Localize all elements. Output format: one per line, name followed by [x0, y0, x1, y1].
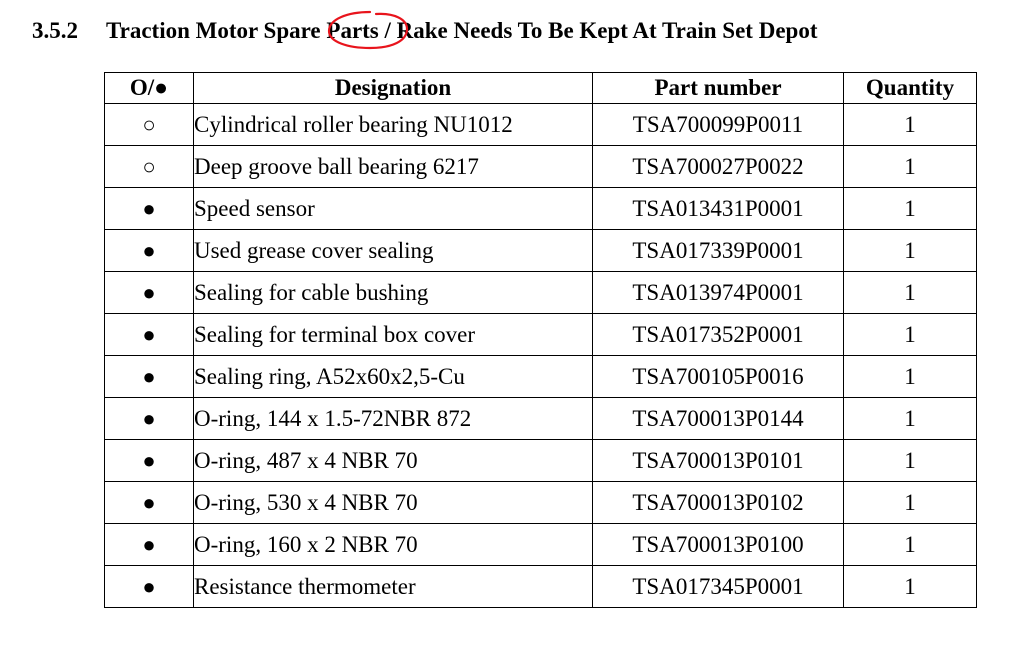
header-part-number: Part number: [593, 73, 844, 104]
row-part-number: TSA013974P0001: [593, 272, 844, 314]
table-row: [105, 104, 977, 146]
row-quantity: 1: [844, 104, 977, 146]
row-quantity: 1: [844, 230, 977, 272]
table-row: [105, 314, 977, 356]
section-title-pre: Traction Motor Spare: [106, 18, 327, 43]
row-part-number: TSA017345P0001: [593, 566, 844, 608]
row-part-number: TSA700027P0022: [593, 146, 844, 188]
table-row: [105, 524, 977, 566]
row-quantity: 1: [844, 272, 977, 314]
table-row: [105, 188, 977, 230]
row-quantity: 1: [844, 188, 977, 230]
section-title-highlight: Parts: [326, 18, 379, 43]
table-row: [105, 272, 977, 314]
spare-parts-table: [104, 72, 977, 608]
row-part-number: TSA700013P0101: [593, 440, 844, 482]
row-quantity: 1: [844, 440, 977, 482]
section-heading: [32, 16, 817, 46]
row-part-number: TSA017339P0001: [593, 230, 844, 272]
row-symbol: ●: [105, 440, 194, 482]
table-row: [105, 440, 977, 482]
row-part-number: TSA700105P0016: [593, 356, 844, 398]
row-symbol: ●: [105, 314, 194, 356]
row-designation: O-ring, 487 x 4 NBR 70: [194, 440, 593, 482]
row-quantity: 1: [844, 524, 977, 566]
row-quantity: 1: [844, 314, 977, 356]
row-quantity: 1: [844, 356, 977, 398]
header-symbol: O/●: [105, 73, 194, 104]
table-row: [105, 482, 977, 524]
row-symbol: ●: [105, 398, 194, 440]
row-designation: Sealing for cable bushing: [194, 272, 593, 314]
table-row: [105, 566, 977, 608]
row-symbol: ○: [105, 146, 194, 188]
row-part-number: TSA017352P0001: [593, 314, 844, 356]
section-number: 3.5.2: [32, 18, 78, 43]
row-designation: Speed sensor: [194, 188, 593, 230]
row-designation: Sealing ring, A52x60x2,5-Cu: [194, 356, 593, 398]
row-symbol: ●: [105, 356, 194, 398]
table-row: [105, 398, 977, 440]
row-symbol: ●: [105, 230, 194, 272]
row-part-number: TSA013431P0001: [593, 188, 844, 230]
row-part-number: TSA700013P0100: [593, 524, 844, 566]
row-designation: O-ring, 160 x 2 NBR 70: [194, 524, 593, 566]
row-designation: Resistance thermometer: [194, 566, 593, 608]
row-quantity: 1: [844, 398, 977, 440]
row-symbol: ●: [105, 272, 194, 314]
row-symbol: ●: [105, 524, 194, 566]
row-designation: O-ring, 144 x 1.5-72NBR 872: [194, 398, 593, 440]
row-part-number: TSA700099P0011: [593, 104, 844, 146]
row-designation: Deep groove ball bearing 6217: [194, 146, 593, 188]
row-designation: Cylindrical roller bearing NU1012: [194, 104, 593, 146]
row-part-number: TSA700013P0102: [593, 482, 844, 524]
row-designation: O-ring, 530 x 4 NBR 70: [194, 482, 593, 524]
section-title-post: / Rake Needs To Be Kept At Train Set Depot: [378, 18, 818, 43]
table-row: [105, 356, 977, 398]
row-symbol: ○: [105, 104, 194, 146]
row-symbol: ●: [105, 482, 194, 524]
table-row: [105, 230, 977, 272]
row-symbol: ●: [105, 566, 194, 608]
row-designation: Used grease cover sealing: [194, 230, 593, 272]
table-row: [105, 146, 977, 188]
row-quantity: 1: [844, 566, 977, 608]
header-quantity: Quantity: [844, 73, 977, 104]
table-header-row: [105, 73, 977, 104]
row-quantity: 1: [844, 146, 977, 188]
header-designation: Designation: [194, 73, 593, 104]
row-symbol: ●: [105, 188, 194, 230]
row-designation: Sealing for terminal box cover: [194, 314, 593, 356]
row-quantity: 1: [844, 482, 977, 524]
row-part-number: TSA700013P0144: [593, 398, 844, 440]
